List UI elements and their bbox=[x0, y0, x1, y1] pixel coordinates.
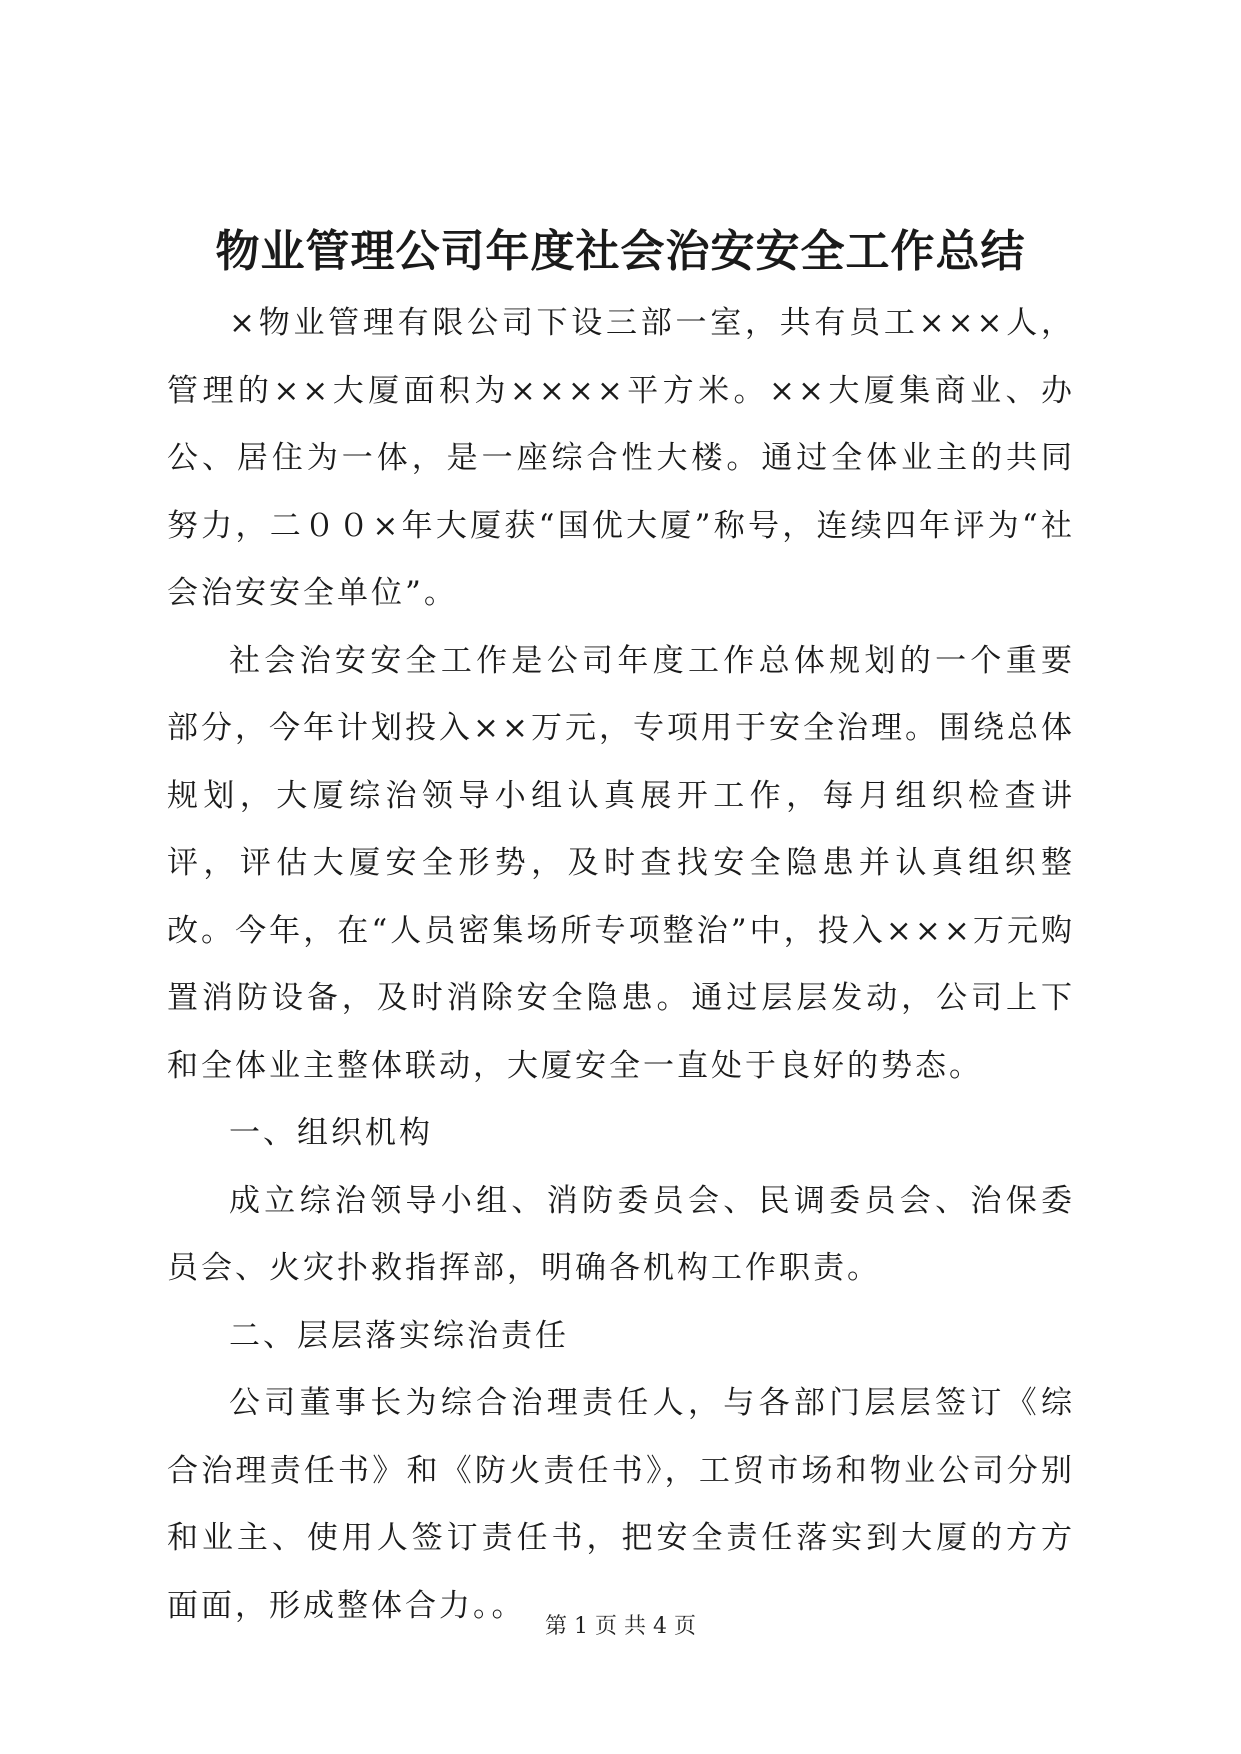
document-body bbox=[167, 290, 1075, 1640]
document-title: 物业管理公司年度社会治安安全工作总结 bbox=[215, 226, 1026, 277]
paragraph-organization: 成立综治领导小组、消防委员会、民调委员会、治保委员会、火灾扑救指挥部，明确各机构工作职责。 bbox=[167, 1182, 1075, 1286]
paragraph-intro: ×物业管理有限公司下设三部一室，共有员工×××人，管理的××大厦面积为××××平方米。××大厦集商业、办公、居住为一体，是一座综合性大楼。通过全体业主的共同努力，二００×年大厦获“国优大厦”称号，连续四年评为“社会治安安全单位”。 bbox=[167, 305, 1075, 611]
page-number-footer: 第 1 页 共 4 页 bbox=[545, 1614, 696, 1639]
section-heading-organization: 一、组织机构 bbox=[229, 1115, 433, 1151]
paragraph-responsibility: 公司董事长为综合治理责任人，与各部门层层签订《综合治理责任书》和《防火责任书》，工贸市场和物业公司分别和业主、使用人签订责任书，把安全责任落实到大厦的方方面面，形成整体合力。。 bbox=[167, 1385, 1075, 1624]
paragraph-overview: 社会治安安全工作是公司年度工作总体规划的一个重要部分，今年计划投入××万元，专项用于安全治理。围绕总体规划，大厦综治领导小组认真展开工作，每月组织检查讲评，评估大厦安全形势，及时查找安全隐患并认真组织整改。今年，在“人员密集场所专项整治”中，投入×××万元购置消防设备，及时消除安全隐患。通过层层发动，公司上下和全体业主整体联动，大厦安全一直处于良好的势态。 bbox=[167, 642, 1075, 1084]
section-heading-responsibility: 二、层层落实综治责任 bbox=[229, 1317, 569, 1354]
